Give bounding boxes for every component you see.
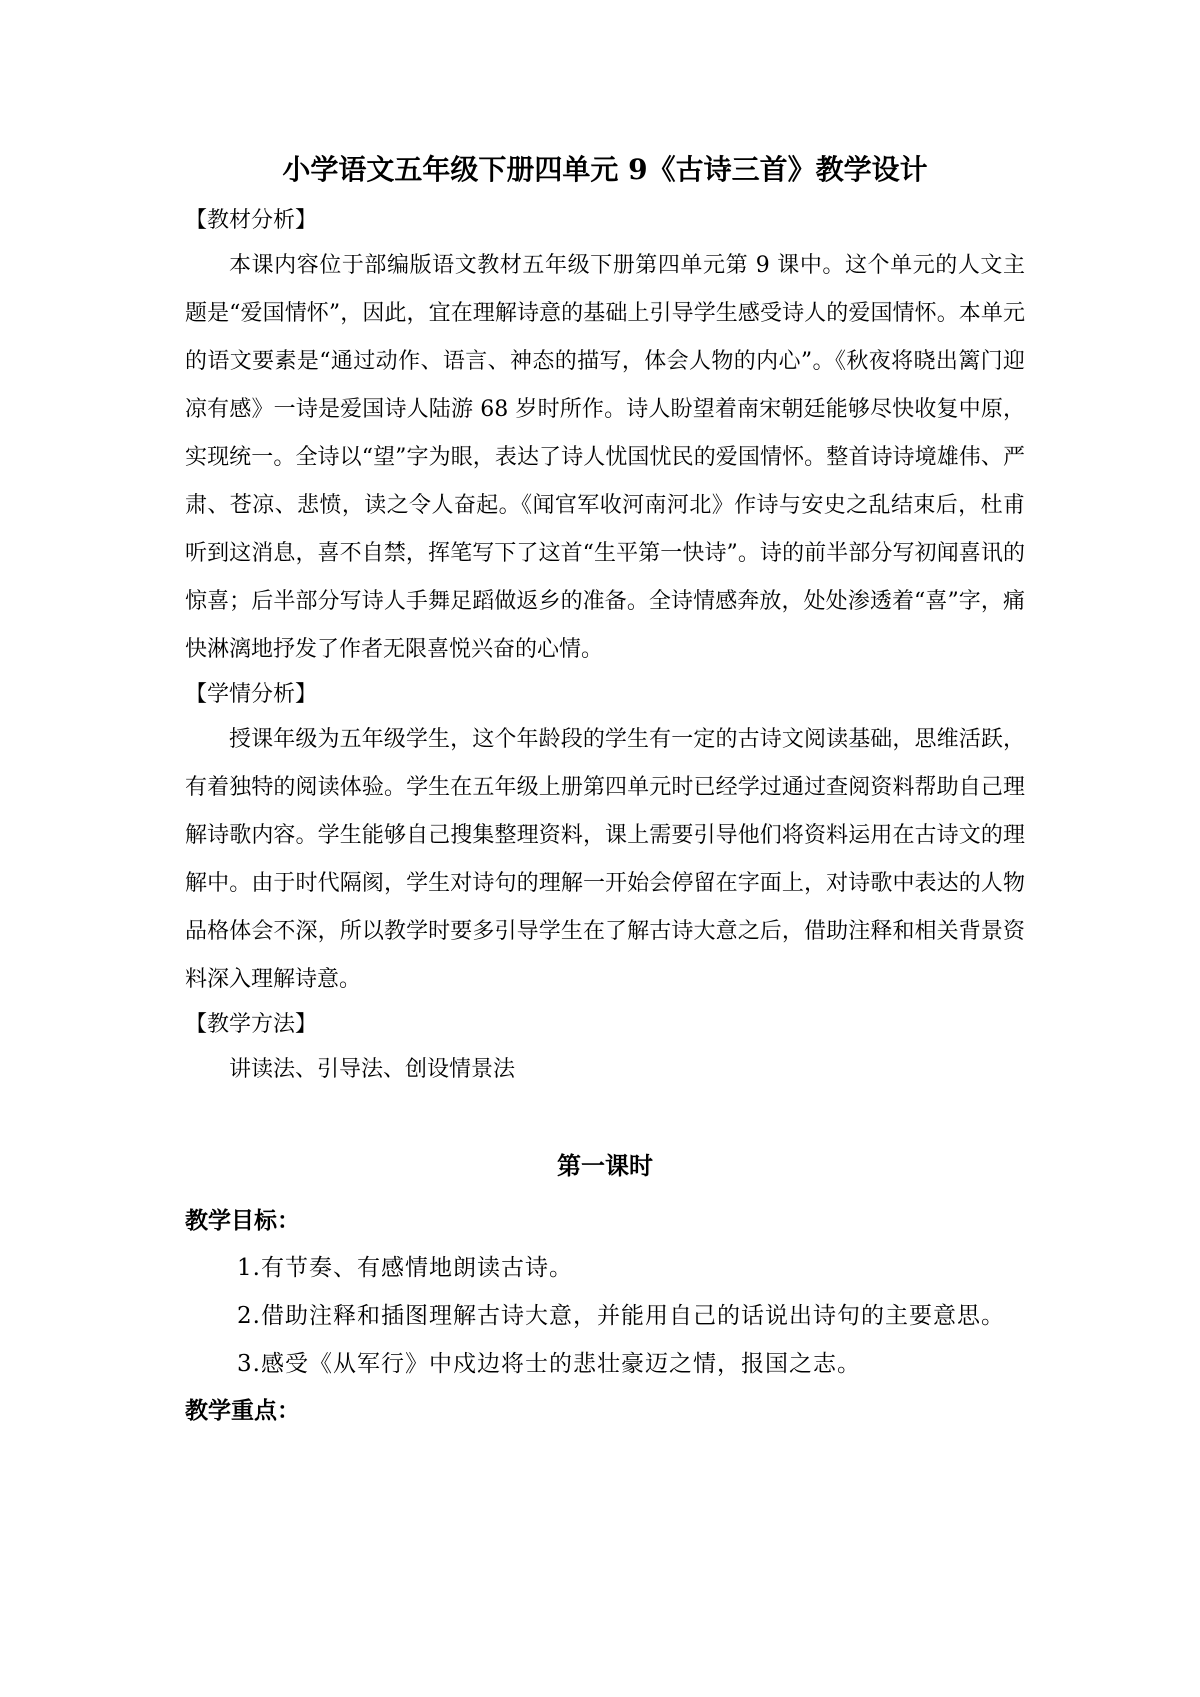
section-paragraph: 本课内容位于部编版语文教材五年级下册第四单元第 9 课中。这个单元的人文主题是“爱国情怀”，因此，宜在理解诗意的基础上引导学生感受诗人的爱国情怀。本单元的语文要素是“通过动作、语言、神态的描写，体会人物的内心”。《秋夜将晓出篱门迎凉有感》一诗是爱国诗人陆游 68 岁时所作。诗人盼望着南宋朝廷能够尽快收复中原，实现统一。全诗以“望”字为眼，表达了诗人忧国忧民的爱国情怀。整首诗诗境雄伟、严肃、苍凉、悲愤，读之令人奋起。《闻官军收河南河北》作诗与安史之乱结束后，杜甫听到这消息，喜不自禁，挥笔写下了这首“生平第一快诗”。诗的前半部分写初闻喜讯的惊喜；后半部分写诗人手舞足蹈做返乡的准备。全诗情感奔放，处处渗透着“喜”字，痛快淋漓地抒发了作者无限喜悦兴奋的心情。: [185, 253, 1025, 662]
document-content: [185, 150, 1025, 1434]
section-paragraph: 授课年级为五年级学生，这个年龄段的学生有一定的古诗文阅读基础，思维活跃，有着独特的阅读体验。学生在五年级上册第四单元时已经学过通过查阅资料帮助自己理解诗歌内容。学生能够自己搜集整理资料，课上需要引导他们将资料运用在古诗文的理解中。由于时代隔阂，学生对诗句的理解一开始会停留在字面上，对诗歌中表达的人物品格体会不深，所以教学时要多引导学生在了解古诗大意之后，借助注释和相关背景资料深入理解诗意。: [185, 727, 1025, 992]
objective-item: 2.借助注释和插图理解古诗大意，并能用自己的话说出诗句的主要意思。: [237, 1303, 1005, 1329]
section-paragraph: 讲读法、引导法、创设情景法: [229, 1057, 516, 1082]
section-teaching-methods: [185, 1004, 1025, 1094]
key-points-heading: 教学重点：: [185, 1397, 300, 1424]
objectives-heading: 教学目标：: [185, 1207, 300, 1234]
section-textbook-analysis: [185, 200, 1025, 674]
objective-item: 3.感受《从军行》中戍边将士的悲壮豪迈之情，报国之志。: [237, 1351, 861, 1377]
spacer: [185, 1094, 1025, 1144]
section-heading: 【教材分析】: [185, 208, 318, 233]
section-heading: 【学情分析】: [185, 682, 318, 707]
document-title: 小学语文五年级下册四单元 9《古诗三首》教学设计: [282, 153, 928, 186]
section-heading: 【教学方法】: [185, 1012, 318, 1037]
section-student-analysis: [185, 674, 1025, 1004]
lesson-section: [185, 1144, 1025, 1434]
objective-item: 1.有节奏、有感情地朗读古诗。: [237, 1255, 573, 1281]
lesson-title: 第一课时: [557, 1151, 653, 1180]
